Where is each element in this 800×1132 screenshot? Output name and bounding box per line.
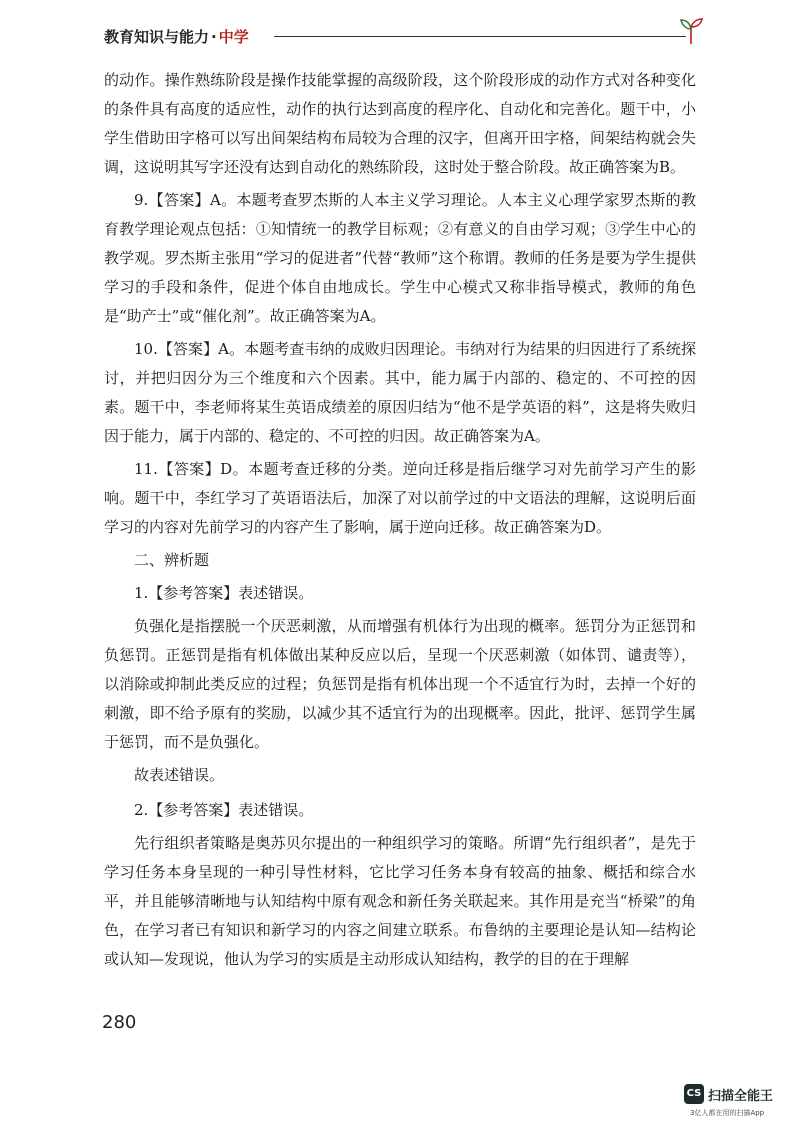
scanner-watermark: [682, 1082, 794, 1126]
reference-answer-1: 1.【参考答案】表述错误。: [134, 584, 314, 602]
scanner-tagline: 3亿人都在用的扫描App: [690, 1109, 765, 1117]
page-body: [104, 66, 696, 978]
answer-10: 10.【答案】A。本题考查韦纳的成败归因理论。韦纳对行为结果的归因进行了系统探讨，并把归因分为三个维度和六个因素。其中，能力属于内部的、稳定的、不可控的因素。题干中，李老师将某生英语成绩差的原因归结为“他不是学英语的料”，这是将失败归因于能力，属于内部的、稳定的、不可控的归因。故正确答案为A。: [104, 340, 696, 445]
section-heading: 二、辨析题: [134, 551, 210, 569]
book-title: 教育知识与能力: [104, 28, 210, 46]
book-level: 中学: [218, 28, 249, 46]
running-header-title: [104, 26, 249, 47]
paragraph: 先行组织者策略是奥苏贝尔提出的一种组织学习的策略。所谓“先行组织者”，是先于学习任务本身呈现的一种引导性材料，它比学习任务本身有较高的抽象、概括和综合水平，并且能够清晰地与认知结构中原有观念和新任务关联起来。其作用是充当“桥梁”的角色，在学习者已有知识和新学习的内容之间建立联系。布鲁纳的主要理论是认知—结构论或认知—发现说，他认为学习的实质是主动形成认知结构，教学的目的在于理解: [104, 834, 696, 968]
conclusion: 故表述错误。: [134, 766, 225, 784]
header-rule: [274, 36, 686, 37]
scanner-app-name: 扫描全能王: [708, 1089, 774, 1104]
title-separator: ·: [211, 28, 217, 46]
page-number: 280: [102, 1012, 137, 1033]
paragraph: 负强化是指摆脱一个厌恶刺激，从而增强有机体行为出现的概率。惩罚分为正惩罚和负惩罚。正惩罚是指有机体做出某种反应以后，呈现一个厌恶刺激（如体罚、谴责等），以消除或抑制此类反应的过程；负惩罚是指有机体出现一个不适宜行为时，去掉一个好的刺激，即不给予原有的奖励，以减少其不适宜行为的出现概率。因此，批评、惩罚学生属于惩罚，而不是负强化。: [104, 617, 696, 751]
scanner-logo-icon: CS: [684, 1084, 704, 1104]
paragraph: 的动作。操作熟练阶段是操作技能掌握的高级阶段，这个阶段形成的动作方式对各种变化的条件具有高度的适应性，动作的执行达到高度的程序化、自动化和完善化。题干中，小学生借助田字格可以写出间架结构布局较为合理的汉字，但离开田字格，间架结构就会失调，这说明其写字还没有达到自动化的熟练阶段，这时处于整合阶段。故正确答案为B。: [104, 71, 696, 176]
sprout-icon: [678, 16, 704, 46]
running-header: [104, 20, 704, 54]
answer-9: 9.【答案】A。本题考查罗杰斯的人本主义学习理论。人本主义心理学家罗杰斯的教育教学理论观点包括：①知情统一的教学目标观；②有意义的自由学习观；③学生中心的教学观。罗杰斯主张用“学习的促进者”代替“教师”这个称谓。教师的任务是要为学生提供学习的手段和条件，促进个体自由地成长。学生中心模式又称非指导模式，教师的角色是“助产士”或“催化剂”。故正确答案为A。: [104, 191, 696, 325]
answer-11: 11.【答案】D。本题考查迁移的分类。逆向迁移是指后继学习对先前学习产生的影响。题干中，李红学习了英语语法后，加深了对以前学过的中文语法的理解，这说明后面学习的内容对先前学习的内容产生了影响，属于逆向迁移。故正确答案为D。: [104, 460, 696, 536]
reference-answer-2: 2.【参考答案】表述错误。: [134, 801, 314, 819]
